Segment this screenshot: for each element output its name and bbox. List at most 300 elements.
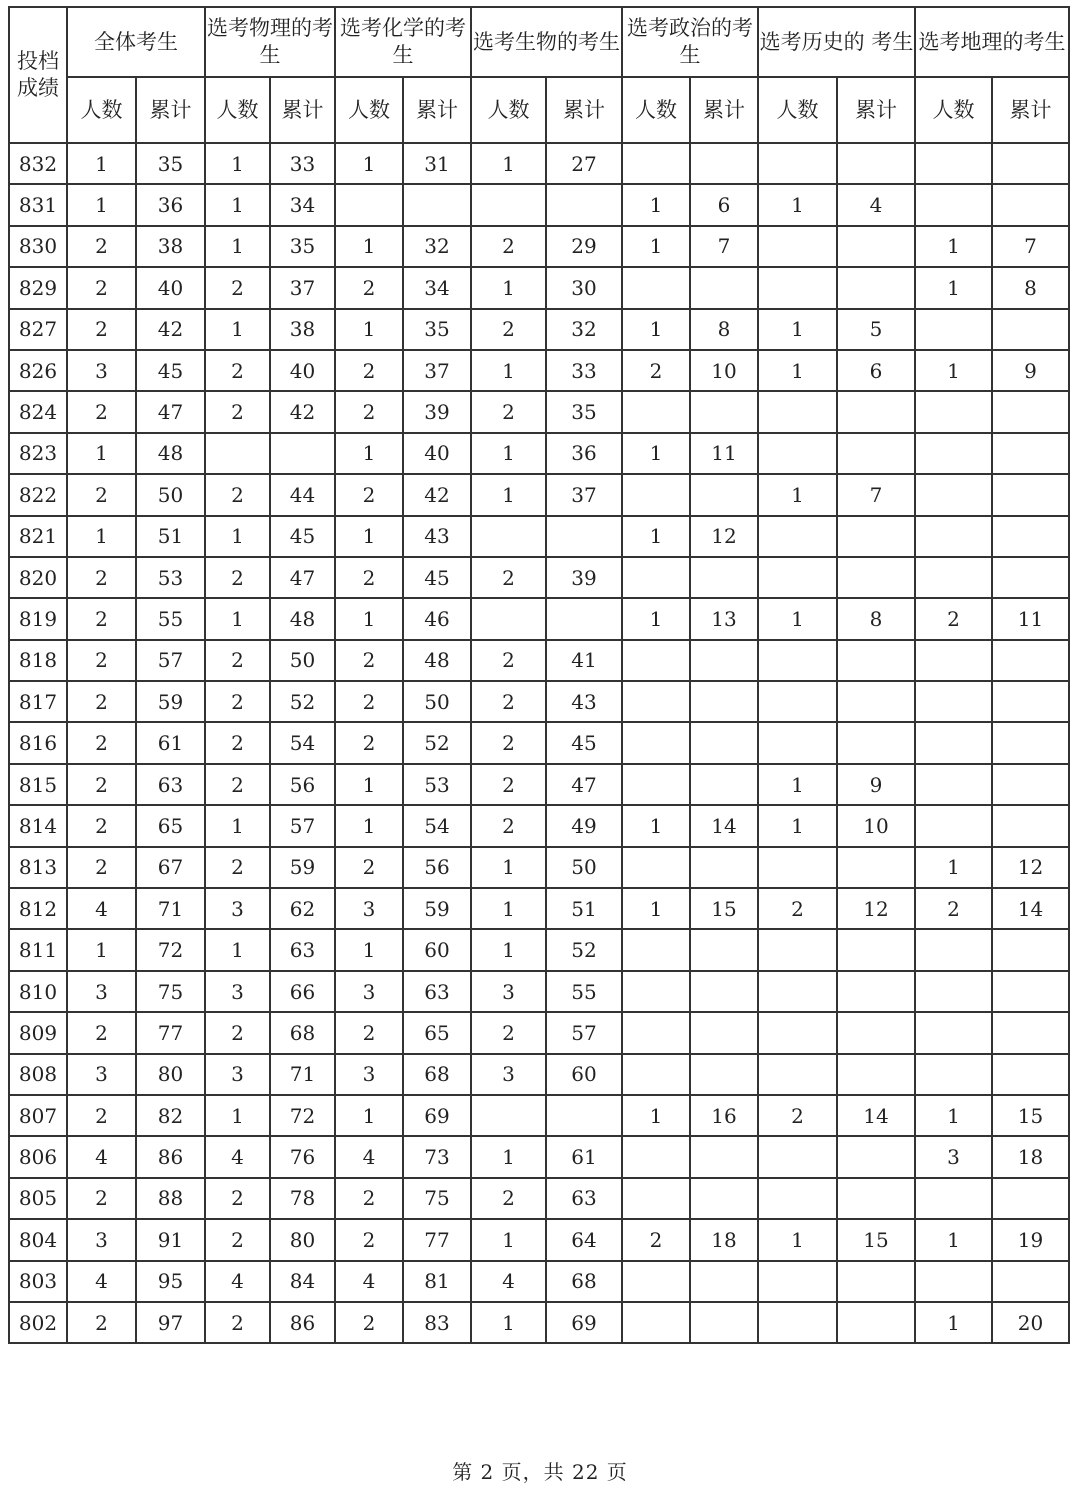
score-cell: 806 [9,1136,67,1177]
table-cell: 49 [546,805,622,846]
count-header: 人数 [335,77,403,143]
table-cell: 2 [205,391,270,432]
table-cell: 1 [471,1219,546,1260]
table-cell [837,143,915,184]
group-header-history: 选考历史的 考生 [758,7,915,77]
table-cell: 1 [915,1302,992,1343]
table-cell [622,971,690,1012]
table-row [9,184,1069,225]
score-cell: 809 [9,1012,67,1053]
table-cell [837,516,915,557]
table-cell: 48 [270,598,335,639]
score-cell: 803 [9,1261,67,1302]
table-cell [915,309,992,350]
table-cell [837,929,915,970]
table-cell [690,971,758,1012]
table-cell [915,474,992,515]
table-cell: 97 [136,1302,205,1343]
table-cell [622,847,690,888]
table-cell: 6 [837,350,915,391]
table-cell: 3 [67,350,136,391]
table-cell: 31 [403,143,471,184]
table-cell: 34 [403,267,471,308]
table-cell [758,1261,837,1302]
table-cell: 55 [546,971,622,1012]
table-cell: 61 [136,722,205,763]
table-cell [403,184,471,225]
table-cell: 15 [690,888,758,929]
table-row [9,391,1069,432]
table-cell: 1 [471,1302,546,1343]
table-cell [837,1261,915,1302]
table-cell: 4 [205,1261,270,1302]
table-cell: 1 [622,598,690,639]
table-cell: 1 [205,598,270,639]
table-cell: 56 [270,764,335,805]
table-cell [758,640,837,681]
table-cell: 2 [67,598,136,639]
table-cell: 2 [67,1302,136,1343]
score-cell: 823 [9,433,67,474]
table-cell: 1 [622,226,690,267]
table-cell [837,1136,915,1177]
table-cell [915,681,992,722]
table-cell: 38 [270,309,335,350]
table-cell: 1 [622,433,690,474]
table-cell: 20 [992,1302,1069,1343]
table-cell [837,267,915,308]
table-cell: 1 [622,184,690,225]
table-cell [992,1178,1069,1219]
table-cell [837,1054,915,1095]
table-cell: 2 [205,847,270,888]
table-cell: 1 [758,474,837,515]
table-cell: 1 [758,184,837,225]
table-cell: 8 [690,309,758,350]
table-cell: 3 [335,888,403,929]
score-cell: 811 [9,929,67,970]
page-footer: 第 2 页，共 22 页 [452,1460,628,1484]
table-cell: 95 [136,1261,205,1302]
table-cell: 2 [67,557,136,598]
table-cell: 2 [67,764,136,805]
table-cell: 9 [837,764,915,805]
table-cell: 1 [335,598,403,639]
table-row [9,516,1069,557]
group-header-politics: 选考政治的考生 [622,7,758,77]
table-cell [837,226,915,267]
table-cell: 1 [205,805,270,846]
table-cell: 4 [335,1136,403,1177]
table-cell [622,764,690,805]
table-cell: 86 [270,1302,335,1343]
table-cell: 39 [546,557,622,598]
table-cell [758,1302,837,1343]
table-cell: 3 [335,971,403,1012]
table-cell: 2 [758,888,837,929]
table-cell [690,1136,758,1177]
table-cell: 43 [546,681,622,722]
table-cell: 2 [67,309,136,350]
score-cell: 813 [9,847,67,888]
table-cell: 1 [205,516,270,557]
count-header: 人数 [915,77,992,143]
table-cell: 33 [270,143,335,184]
table-cell [758,1136,837,1177]
table-cell [837,1178,915,1219]
table-cell [992,309,1069,350]
table-cell [915,1261,992,1302]
table-cell: 2 [205,1012,270,1053]
table-cell: 2 [335,681,403,722]
table-cell [992,391,1069,432]
table-cell: 51 [136,516,205,557]
table-cell: 88 [136,1178,205,1219]
table-cell: 66 [270,971,335,1012]
table-cell [622,391,690,432]
score-cell: 808 [9,1054,67,1095]
table-cell: 52 [270,681,335,722]
table-row [9,557,1069,598]
table-cell: 1 [758,309,837,350]
table-cell: 27 [546,143,622,184]
table-cell: 1 [915,1219,992,1260]
table-cell: 3 [915,1136,992,1177]
table-cell: 63 [403,971,471,1012]
table-cell: 3 [205,971,270,1012]
table-cell: 18 [992,1136,1069,1177]
cumulative-header: 累计 [270,77,335,143]
table-cell: 1 [622,1095,690,1136]
table-cell: 3 [471,971,546,1012]
table-cell: 2 [471,764,546,805]
score-cell: 831 [9,184,67,225]
table-cell: 1 [205,226,270,267]
table-cell: 91 [136,1219,205,1260]
table-cell [758,1012,837,1053]
table-cell: 72 [136,929,205,970]
table-cell [992,1012,1069,1053]
cumulative-header: 累计 [546,77,622,143]
table-row [9,640,1069,681]
table-cell: 82 [136,1095,205,1136]
table-cell: 39 [403,391,471,432]
table-cell: 1 [205,309,270,350]
sub-header-row [9,77,1069,143]
group-header-row [9,7,1069,77]
table-cell: 35 [136,143,205,184]
table-row [9,143,1069,184]
table-cell: 61 [546,1136,622,1177]
table-cell: 44 [270,474,335,515]
table-cell: 1 [471,1136,546,1177]
table-cell: 2 [205,681,270,722]
table-cell: 86 [136,1136,205,1177]
table-cell [837,1012,915,1053]
table-cell [992,1261,1069,1302]
table-cell: 2 [335,847,403,888]
table-cell: 42 [136,309,205,350]
table-cell: 1 [335,143,403,184]
table-cell [915,433,992,474]
table-cell: 2 [758,1095,837,1136]
table-cell: 1 [67,516,136,557]
table-cell: 73 [403,1136,471,1177]
table-cell: 1 [471,847,546,888]
table-cell: 30 [546,267,622,308]
table-cell [758,929,837,970]
group-header-biology: 选考生物的考生 [471,7,622,77]
table-cell: 40 [136,267,205,308]
table-cell: 1 [335,226,403,267]
table-cell [837,681,915,722]
table-cell [546,516,622,557]
table-cell: 2 [67,391,136,432]
table-cell [915,640,992,681]
table-row [9,309,1069,350]
table-cell: 1 [335,1095,403,1136]
table-cell [837,557,915,598]
table-cell: 2 [471,722,546,763]
table-cell: 3 [471,1054,546,1095]
table-cell [837,971,915,1012]
table-cell: 3 [67,1219,136,1260]
table-cell: 14 [837,1095,915,1136]
count-header: 人数 [205,77,270,143]
table-cell [837,847,915,888]
table-cell: 1 [758,764,837,805]
table-body [9,143,1069,1343]
table-cell [690,929,758,970]
table-cell: 1 [915,350,992,391]
score-cell: 812 [9,888,67,929]
table-cell [992,681,1069,722]
table-cell: 29 [546,226,622,267]
table-cell: 2 [471,805,546,846]
table-cell: 80 [136,1054,205,1095]
table-row [9,1136,1069,1177]
table-row [9,1095,1069,1136]
table-cell: 47 [546,764,622,805]
table-cell: 2 [67,847,136,888]
table-cell: 2 [205,1219,270,1260]
score-cell: 832 [9,143,67,184]
table-cell [992,722,1069,763]
count-header: 人数 [67,77,136,143]
table-row [9,474,1069,515]
table-cell: 2 [67,1095,136,1136]
table-cell: 52 [403,722,471,763]
table-cell: 2 [67,640,136,681]
table-cell: 37 [546,474,622,515]
table-cell: 7 [837,474,915,515]
table-cell: 2 [622,350,690,391]
table-cell: 1 [205,929,270,970]
table-cell [992,764,1069,805]
table-cell: 11 [690,433,758,474]
table-cell [690,474,758,515]
table-cell: 1 [758,598,837,639]
table-cell: 2 [335,474,403,515]
table-cell: 57 [136,640,205,681]
table-cell [837,433,915,474]
table-cell: 2 [67,1178,136,1219]
table-cell: 55 [136,598,205,639]
table-cell: 12 [992,847,1069,888]
table-cell: 1 [915,847,992,888]
table-cell [758,681,837,722]
table-row [9,1054,1069,1095]
table-cell: 68 [546,1261,622,1302]
table-cell [622,267,690,308]
table-cell: 45 [403,557,471,598]
table-cell: 54 [403,805,471,846]
table-cell: 80 [270,1219,335,1260]
score-cell: 819 [9,598,67,639]
table-cell: 53 [403,764,471,805]
table-cell: 33 [546,350,622,391]
table-cell: 43 [403,516,471,557]
table-cell: 67 [136,847,205,888]
table-cell: 59 [270,847,335,888]
score-cell: 827 [9,309,67,350]
table-cell: 35 [546,391,622,432]
table-cell [992,929,1069,970]
table-cell [690,1012,758,1053]
table-cell: 1 [67,143,136,184]
corner-header-text: 投档 成绩 [17,49,59,100]
table-cell: 4 [471,1261,546,1302]
table-cell [335,184,403,225]
table-cell [205,433,270,474]
table-cell [758,433,837,474]
table-cell: 48 [136,433,205,474]
score-cell: 817 [9,681,67,722]
table-cell: 2 [67,226,136,267]
table-cell [915,1054,992,1095]
group-header-geography: 选考地理的考生 [915,7,1069,77]
table-cell [992,516,1069,557]
score-cell: 805 [9,1178,67,1219]
table-cell: 60 [403,929,471,970]
table-cell [622,1136,690,1177]
table-row [9,598,1069,639]
score-cell: 814 [9,805,67,846]
table-cell: 2 [335,267,403,308]
table-cell: 47 [270,557,335,598]
table-cell [270,433,335,474]
table-cell: 40 [403,433,471,474]
table-cell: 2 [471,391,546,432]
table-row [9,888,1069,929]
table-row [9,1012,1069,1053]
table-cell [837,722,915,763]
table-cell: 41 [546,640,622,681]
table-cell: 13 [690,598,758,639]
table-cell [690,267,758,308]
table-cell [992,143,1069,184]
table-cell: 59 [136,681,205,722]
table-row [9,433,1069,474]
table-row [9,1219,1069,1260]
table-cell: 7 [992,226,1069,267]
table-cell: 2 [205,722,270,763]
table-cell: 54 [270,722,335,763]
table-cell: 52 [546,929,622,970]
group-header-chemistry: 选考化学的考生 [335,7,471,77]
table-cell: 2 [67,805,136,846]
count-header: 人数 [758,77,837,143]
table-cell: 4 [67,1261,136,1302]
table-cell [915,929,992,970]
group-header-physics: 选考物理的考生 [205,7,335,77]
table-cell: 1 [758,350,837,391]
table-cell: 1 [471,267,546,308]
table-cell: 1 [335,929,403,970]
table-cell [471,184,546,225]
table-cell: 4 [335,1261,403,1302]
table-cell [622,474,690,515]
table-cell [758,267,837,308]
table-cell: 2 [622,1219,690,1260]
table-cell [915,557,992,598]
table-cell: 1 [758,805,837,846]
table-cell: 2 [335,1302,403,1343]
table-row [9,764,1069,805]
table-cell: 37 [403,350,471,391]
table-cell: 53 [136,557,205,598]
table-cell: 1 [67,929,136,970]
table-cell [758,971,837,1012]
table-cell: 40 [270,350,335,391]
table-cell: 1 [205,1095,270,1136]
table-cell: 1 [67,433,136,474]
table-cell [992,1054,1069,1095]
table-cell [622,1302,690,1343]
table-cell [758,1178,837,1219]
table-cell [837,640,915,681]
table-cell: 68 [270,1012,335,1053]
table-cell: 2 [205,640,270,681]
table-cell: 1 [471,474,546,515]
table-cell [690,143,758,184]
table-cell: 75 [136,971,205,1012]
table-cell: 32 [546,309,622,350]
table-cell [622,1178,690,1219]
table-cell: 12 [690,516,758,557]
table-cell: 4 [205,1136,270,1177]
table-cell: 1 [915,267,992,308]
table-cell: 1 [205,143,270,184]
score-cell: 824 [9,391,67,432]
table-cell: 46 [403,598,471,639]
table-cell [992,971,1069,1012]
table-cell: 37 [270,267,335,308]
table-cell [690,640,758,681]
table-cell: 15 [837,1219,915,1260]
table-cell: 77 [403,1219,471,1260]
table-cell [758,557,837,598]
table-cell: 2 [67,267,136,308]
table-cell: 8 [837,598,915,639]
table-cell: 1 [335,764,403,805]
table-cell [758,722,837,763]
count-header: 人数 [622,77,690,143]
table-cell: 15 [992,1095,1069,1136]
table-cell: 2 [335,350,403,391]
table-cell [758,516,837,557]
table-cell: 1 [335,433,403,474]
